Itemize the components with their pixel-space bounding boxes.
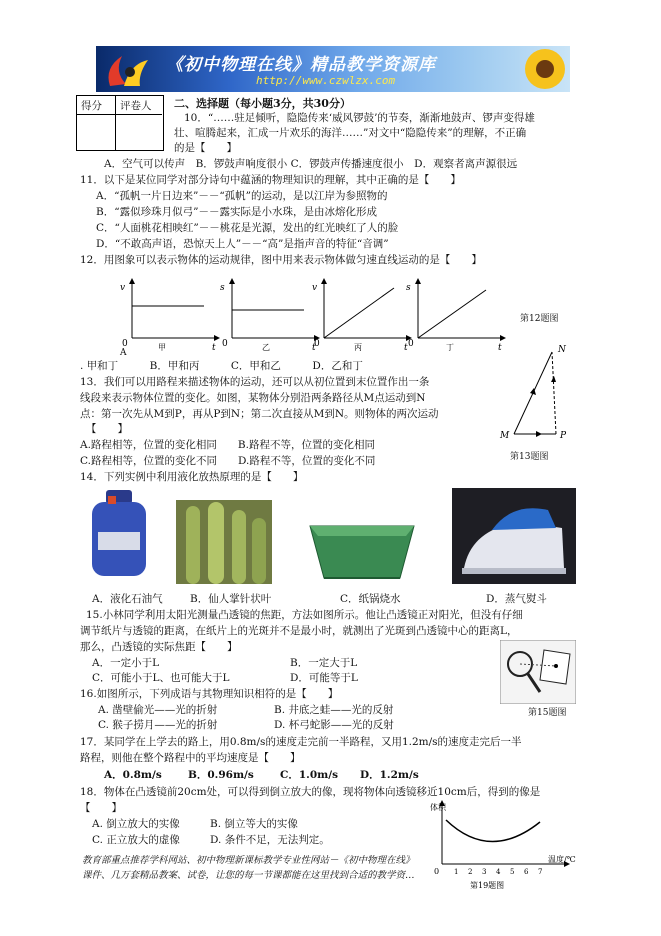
graph-yi-label: 乙 [262,343,270,352]
q13-line-1: 13．我们可以用路程来描述物体的运动，还可以从初位置到末位置作出一条 [80,376,430,388]
q15-option-c: C．可能小于L、也可能大于L [92,672,230,684]
graph-bing-origin: 0 [314,339,320,349]
graph-yi-origin: 0 [222,339,228,349]
graph-bing-t: t [404,343,408,352]
q14-option-c: C．纸锅烧水 [340,593,401,605]
q17-line-2: 路程，则他在整个路程中的平均速度是【 】 [80,752,301,764]
q14-option-a: A．液化石油气 [92,593,163,605]
banner-title: 《初中物理在线》精品教学资源库 [166,55,436,75]
graph-ding-label: 丁 [446,343,454,352]
q13-line-3: 点：第一次先从M到P，再从P到N；第二次直接从M到N。则物体的两次运动 [80,408,439,420]
q10-line-2: 壮、喧腾起来，汇成一片欢乐的海洋……”对文中“隐隐传来”的理解，不正确 [174,127,527,139]
q18-option-b: B. 倒立等大的实像 [210,818,298,830]
q15-option-d: D．可能等于L [290,672,358,684]
q19-ylabel: 体积 [430,803,446,812]
q17-option-c: C．1.0m/s [280,769,338,781]
graph-jia-axis: v [120,283,126,293]
q17-line-1: 17．某同学在上学去的路上，用0.8m/s的速度走完前一半路程，又用1.2m/s的速度走完后一半 [80,736,522,748]
q13-options-2: C.路程相等，位置的变化不同 D.路程不等，位置的变化不同 [80,455,376,467]
q16-option-c: C. 猴子捞月——光的折射 [98,719,218,731]
q11-option-c: C．“人面桃花相映红”－－桃花是光源，发出的红光映红了人的脸 [96,222,399,234]
graph-jia-origin: 0 [122,339,128,349]
score-label: 得分 [81,100,102,112]
q18-line-2: 【 】 [80,802,122,814]
q16-option-d: D. 杯弓蛇影——光的反射 [274,719,394,731]
point-n: N [558,345,566,355]
q11-stem: 11．以下是某位同学对部分诗句中蕴涵的物理知识的理解，其中正确的是【 】 [80,174,461,186]
q13-options-1: A.路程相等，位置的变化相同 B.路程不等，位置的变化相同 [80,439,375,451]
q12-mark: A [120,348,127,358]
q19-tick-1: 1 [454,868,459,876]
q17-option-a: A．0.8m/s [104,769,162,781]
grader-label: 评卷人 [120,100,152,112]
q14-option-d: D．蒸气熨斗 [486,593,547,605]
q18-option-a: A. 倒立放大的实像 [92,818,180,830]
header-banner [96,46,570,92]
point-m: M [500,431,510,441]
q19-xlabel: 温度/℃ [548,855,576,864]
q19-tick-5: 5 [510,868,515,876]
q11-option-a: A．“孤帆一片日边来”－－“孤帆”的运动，是以江岸为参照物的 [96,190,388,202]
path-diagram [494,340,584,450]
graph-yi-axis: s [220,283,225,293]
q15-option-a: A．一定小于L [92,657,160,669]
lens-diagram [500,640,576,704]
sunflower-picture [520,46,570,92]
q17-option-d: D．1.2m/s [360,769,419,781]
volume-temperature-graph [430,800,590,892]
q12-stem: 12．用图象可以表示物体的运动规律，图中用来表示物体做匀速直线运动的是【 】 [80,254,482,266]
q14-stem: 14．下列实例中利用液化放热原理的是【 】 [80,471,304,483]
score-table [76,95,164,151]
footer-line-2: 课件、几万套精品教案、试卷，让您的每一节课都能在这里找到合适的教学资… [82,870,415,881]
graph-bing-label: 丙 [354,343,362,352]
q10-options: A．空气可以传声 B．锣鼓声响度很小 C．锣鼓声传播速度很小 D．观察者离声源很远 [104,158,518,170]
graph-yi-t: t [312,343,316,352]
banner-url: http://www.czwlzx.com [256,74,396,87]
q17-option-b: B．0.96m/s [188,769,254,781]
cactus-picture [176,500,272,584]
steam-iron-picture [452,488,576,584]
q13-caption: 第13题图 [510,452,549,462]
graph-jia [112,276,222,352]
section-title: 二、选择题（每小题3分，共30分） [174,97,351,110]
q15-caption: 第15题图 [528,708,567,718]
q13-line-4: 【 】 [86,423,128,435]
q10-line-1: 10．“……驻足倾听，隐隐传来‘威风锣鼓’的节奏，渐渐地鼓声、锣声变得雄 [184,112,535,124]
q15-line-1: 15.小林同学利用太阳光测量凸透镜的焦距，方法如图所示。他让凸透镜正对阳光，但没有仔细 [86,609,523,621]
q19-tick-4: 4 [496,868,501,876]
q11-option-d: D．“不敢高声语，恐惊天上人”－－“高”是指声音的特征“音调” [96,238,389,250]
q18-option-d: D. 条件不足，无法判定。 [210,834,330,846]
q19-origin: 0 [434,867,440,876]
q10-line-3: 的是【 】 [174,142,237,154]
graph-jia-label: 甲 [158,343,166,352]
graph-ding-axis: s [406,283,411,293]
q13-line-2: 线段来表示物体位置的变化。如图，某物体分别沿两条路径从M点运动到N [80,392,426,404]
q19-tick-2: 2 [468,868,473,876]
paper-pot-picture [306,516,418,588]
q12-caption: 第12题图 [520,314,559,324]
q12-options: . 甲和丁 B．甲和丙 C．甲和乙 D．乙和丁 [80,360,363,372]
q18-option-c: C. 正立放大的虚像 [92,834,180,846]
footer-line-1: 教育部重点推荐学科网站、初中物理新课标教学专业性网站－《初中物理在线》 [82,855,415,866]
graph-jia-t: t [212,343,216,352]
q19-tick-3: 3 [482,868,487,876]
q15-option-b: B．一定大于L [290,657,358,669]
graph-bing-axis: v [312,283,318,293]
q16-option-a: A. 凿壁偷光——光的折射 [98,704,218,716]
q19-tick-6: 6 [524,868,529,876]
graph-ding-t: t [498,343,502,352]
point-p: P [560,431,567,441]
graph-ding-origin: 0 [408,339,414,349]
q11-option-b: B．“露似珍珠月似弓”－－露实际是小水珠，是由冰熔化形成 [96,206,377,218]
q15-line-2: 调节纸片与透镜的距离，在纸片上的光斑并不是最小时，就测出了光斑到凸透镜中心的距离L， [80,625,518,637]
q19-tick-7: 7 [538,868,543,876]
logo-icon [100,50,158,90]
gas-cylinder-picture [88,488,150,580]
q14-option-b: B．仙人掌针状叶 [190,593,272,605]
q15-line-3: 那么，凸透镜的实际焦距【 】 [80,641,238,653]
q16-option-b: B. 井底之蛙——光的反射 [274,704,394,716]
q19-caption: 第19题图 [470,881,505,890]
q18-line-1: 18．物体在凸透镜前20cm处，可以得到倒立放大的像，现将物体向透镜移近10cm后，得到的像是 [80,786,541,798]
graph-ding [398,276,508,352]
q16-stem: 16.如图所示，下列成语与其物理知识相符的是【 】 [80,688,339,700]
